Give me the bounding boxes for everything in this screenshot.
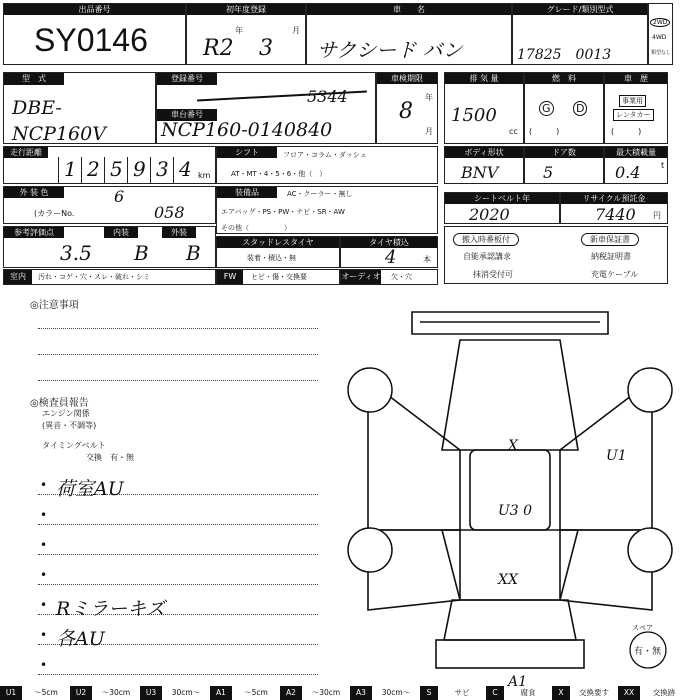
color-no-label: (カラーNo. bbox=[34, 209, 75, 218]
displacement-unit: cc bbox=[509, 127, 518, 136]
fuel-box bbox=[524, 72, 604, 144]
type-none-label: 類型なし bbox=[651, 50, 672, 56]
note-text: 荷室AU bbox=[56, 478, 124, 500]
wheel-front-right bbox=[628, 368, 672, 412]
note-line bbox=[38, 584, 318, 585]
color-box bbox=[3, 186, 216, 224]
chassis-value: NCP160-0140840 bbox=[161, 119, 333, 141]
equipment-line-3: その他（ ） bbox=[221, 224, 291, 232]
legend-key: XX bbox=[618, 686, 640, 700]
rear-bumper bbox=[436, 640, 584, 668]
interior-condition-label: 室内 bbox=[4, 270, 32, 284]
grade-box bbox=[512, 3, 648, 65]
color-no-value: 058 bbox=[154, 203, 185, 222]
score-value: 3.5 bbox=[60, 241, 92, 265]
inspection-label: 車検期限 bbox=[377, 73, 437, 84]
first-registration-box bbox=[186, 3, 306, 65]
wheel-front-left bbox=[348, 368, 392, 412]
shift-label: シフト bbox=[217, 147, 277, 158]
body-label: ボディ形状 bbox=[445, 147, 523, 158]
wheel-rear-right bbox=[628, 528, 672, 572]
model-name-label: 車 名 bbox=[307, 4, 511, 15]
equipment-box bbox=[216, 186, 438, 234]
legend-value: ～5cm bbox=[34, 688, 58, 697]
legend-key: U2 bbox=[70, 686, 92, 700]
legend-value: ～30cm bbox=[101, 688, 131, 697]
mileage-unit: km bbox=[198, 171, 211, 180]
doc-plate: 搬入時番板付 bbox=[453, 233, 519, 246]
mileage-box bbox=[3, 146, 216, 184]
mileage-digit bbox=[173, 157, 196, 183]
spare-value: 有・無 bbox=[634, 647, 662, 657]
body-value: BNV bbox=[461, 163, 499, 182]
seatbelt-box bbox=[444, 192, 560, 224]
legend-value: 30cm～ bbox=[381, 688, 411, 697]
fuel-label: 燃 料 bbox=[525, 73, 603, 84]
fw-box bbox=[216, 269, 340, 285]
note-text: Rミラーキズ bbox=[56, 598, 165, 620]
equipment-line-1: AC・クーラー・無し bbox=[287, 190, 353, 198]
doc-tax: 納税証明書 bbox=[591, 252, 631, 261]
note-line bbox=[38, 674, 318, 675]
fw-items: ヒビ・傷・交換要 bbox=[251, 273, 307, 281]
windshield bbox=[442, 340, 578, 450]
doors-value: 5 bbox=[543, 163, 554, 182]
year-label: 年 bbox=[235, 26, 243, 35]
lot-number-label: 出品番号 bbox=[4, 4, 185, 15]
recycle-unit: 円 bbox=[653, 211, 661, 220]
mileage-digit-value: 9 bbox=[133, 157, 146, 181]
mark-roof: U3 0 bbox=[498, 503, 533, 519]
mileage-digit-value: 5 bbox=[110, 157, 123, 181]
audio-items: 欠・穴 bbox=[391, 273, 412, 281]
mileage-digit-value: 1 bbox=[64, 157, 77, 181]
doors-box bbox=[524, 146, 604, 184]
inspection-value: 8 bbox=[399, 99, 413, 124]
type-value: DBE-NCP160V bbox=[12, 97, 106, 145]
first-registration-label: 初年度登録 bbox=[187, 4, 305, 15]
legend-value: 交換要す bbox=[579, 688, 609, 697]
history-business: 事業用 bbox=[619, 95, 646, 107]
model-name-box bbox=[306, 3, 512, 65]
mark-right-door: U1 bbox=[606, 448, 627, 464]
equipment-label: 装備品 bbox=[217, 187, 277, 198]
history-rental: レンタカー bbox=[613, 109, 654, 121]
hood-outline bbox=[412, 312, 608, 334]
damage-legend bbox=[0, 686, 700, 700]
first-registration-month: 3 bbox=[259, 36, 273, 61]
seatbelt-label: シートベルト年 bbox=[445, 193, 559, 204]
shift-options: フロア・コラム・ダッシュ bbox=[283, 151, 367, 159]
interior-condition-items: 汚れ・コゲ・穴・スレ・破れ・シミ bbox=[38, 273, 150, 281]
spare-label: スペア bbox=[632, 624, 653, 632]
model-name: サクシード バン bbox=[317, 38, 463, 62]
mileage-digit-value: 2 bbox=[87, 157, 100, 181]
mileage-digit-value: 3 bbox=[156, 157, 169, 181]
note-bullet: • bbox=[40, 538, 48, 552]
drive-2wd: 2WD bbox=[650, 18, 670, 27]
note-bullet: • bbox=[40, 598, 48, 612]
legend-key: C bbox=[486, 686, 504, 700]
tire-unit: 本 bbox=[423, 255, 431, 264]
interior-grade-value: B bbox=[134, 241, 149, 265]
mileage-label: 走行距離 bbox=[4, 147, 48, 158]
grade-value: 17825 0013 bbox=[517, 47, 612, 63]
legend-key: U3 bbox=[140, 686, 162, 700]
color-value: 6 bbox=[114, 187, 125, 206]
note-bullet: • bbox=[40, 508, 48, 522]
load-label: 最大積載量 bbox=[605, 147, 667, 158]
load-value: 0.4 bbox=[615, 163, 641, 182]
note-text: 各AU bbox=[56, 628, 105, 650]
color-label: 外 装 色 bbox=[4, 187, 64, 198]
doc-charge-cable: 充電ケーブル bbox=[591, 270, 639, 279]
caution-line-3 bbox=[38, 380, 318, 381]
type-box bbox=[3, 72, 156, 144]
month-label: 月 bbox=[292, 26, 300, 35]
history-other: ( ) bbox=[611, 127, 642, 136]
note-bullet: • bbox=[40, 658, 48, 672]
mileage-digit-value: 4 bbox=[179, 157, 192, 181]
recycle-value: 7440 bbox=[595, 205, 636, 224]
docs-box bbox=[444, 226, 668, 284]
legend-value: 腐食 bbox=[520, 688, 536, 697]
reg-no-value: 5344 bbox=[307, 87, 348, 106]
studless-label: スタッドレスタイヤ bbox=[217, 237, 339, 248]
legend-value: 30cm～ bbox=[171, 688, 201, 697]
inspection-box bbox=[376, 72, 438, 144]
mileage-digit bbox=[81, 157, 104, 183]
chassis-label: 車台番号 bbox=[157, 109, 217, 121]
audio-label: オーディオ bbox=[341, 270, 381, 284]
tailgate bbox=[444, 600, 576, 640]
reg-no-label: 登録番号 bbox=[157, 73, 217, 85]
displacement-label: 排 気 量 bbox=[445, 73, 523, 84]
inspection-month-label: 月 bbox=[425, 127, 433, 136]
recycle-box bbox=[560, 192, 668, 224]
note-bullet: • bbox=[40, 628, 48, 642]
drive-box bbox=[648, 3, 673, 65]
studless-box bbox=[216, 236, 340, 268]
mileage-digit bbox=[127, 157, 150, 183]
note-line bbox=[38, 524, 318, 525]
car-diagram bbox=[340, 300, 680, 688]
audio-box bbox=[340, 269, 438, 285]
legend-key: U1 bbox=[0, 686, 22, 700]
timing-belt-value: 交換 有・無 bbox=[86, 453, 134, 462]
legend-key: S bbox=[420, 686, 438, 700]
legend-value: ～30cm bbox=[311, 688, 341, 697]
load-unit: t bbox=[661, 161, 665, 170]
legend-key: A2 bbox=[280, 686, 302, 700]
caution-line-2 bbox=[38, 354, 318, 355]
recycle-label: リサイクル預託金 bbox=[561, 193, 667, 204]
timing-belt-label: タイミングベルト bbox=[42, 441, 106, 450]
mileage-digit bbox=[58, 157, 81, 183]
type-label: 型 式 bbox=[4, 73, 64, 85]
mark-tailgate: XX bbox=[498, 572, 518, 588]
caution-line-1 bbox=[38, 328, 318, 329]
tire-value: 4 bbox=[385, 247, 397, 268]
fw-label: FW bbox=[217, 270, 243, 284]
inspection-year-label: 年 bbox=[425, 93, 433, 102]
legend-value: ～5cm bbox=[244, 688, 268, 697]
inspector-title: ◎検査員報告 bbox=[30, 398, 89, 409]
doc-cancel: 抹消受付可 bbox=[473, 270, 513, 279]
note-bullet: • bbox=[40, 568, 48, 582]
legend-key: A3 bbox=[350, 686, 372, 700]
load-box bbox=[604, 146, 668, 184]
body-box bbox=[444, 146, 524, 184]
history-label: 車 歴 bbox=[605, 73, 667, 84]
caution-title: ◎注意事項 bbox=[30, 300, 79, 311]
tire-label: タイヤ積込 bbox=[341, 237, 437, 248]
note-line bbox=[38, 554, 318, 555]
mark-rear-bumper: A1 bbox=[508, 674, 528, 688]
fuel-gasoline: G bbox=[539, 101, 554, 116]
legend-value: 交換跡 bbox=[652, 688, 676, 697]
fuel-other: ( ) bbox=[529, 127, 560, 136]
exterior-grade-label: 外装 bbox=[162, 227, 196, 238]
score-box bbox=[3, 226, 216, 268]
first-registration-year: R2 bbox=[203, 36, 234, 61]
shift-box bbox=[216, 146, 438, 184]
score-label: 参考評価点 bbox=[4, 227, 64, 238]
fuel-diesel: D bbox=[573, 101, 587, 116]
equipment-line-2: エアバッグ・PS・PW・ナビ・SR・AW bbox=[221, 208, 345, 216]
mark-windshield: X bbox=[508, 438, 518, 454]
shift-options-2: AT・MT・4・5・6・他（ ） bbox=[231, 170, 327, 178]
wheel-rear-left bbox=[348, 528, 392, 572]
doc-warranty: 新車保証書 bbox=[581, 233, 639, 246]
legend-key: X bbox=[552, 686, 570, 700]
tire-box bbox=[340, 236, 438, 268]
drive-4wd: 4WD bbox=[652, 34, 667, 41]
rear-glass bbox=[442, 530, 578, 600]
seatbelt-value: 2020 bbox=[469, 205, 510, 224]
legend-value: サビ bbox=[454, 688, 470, 697]
lot-number: SY0146 bbox=[34, 22, 148, 58]
note-bullet: • bbox=[40, 478, 48, 492]
mileage-digit bbox=[104, 157, 127, 183]
doors-label: ドア数 bbox=[525, 147, 603, 158]
interior-condition-box bbox=[3, 269, 216, 285]
interior-grade-label: 内装 bbox=[104, 227, 138, 238]
registration-box bbox=[156, 72, 376, 144]
history-box bbox=[604, 72, 668, 144]
doc-approval: 自能承認講求 bbox=[463, 252, 511, 261]
studless-options: 装着・積込・無 bbox=[247, 254, 296, 262]
legend-key: A1 bbox=[210, 686, 232, 700]
exterior-grade-value: B bbox=[186, 241, 201, 265]
engine-sub: (異音・不調等) bbox=[42, 421, 97, 430]
lot-number-box bbox=[3, 3, 186, 65]
grade-label: グレード/類別型式 bbox=[513, 4, 647, 15]
engine-label: エンジン関係 bbox=[42, 409, 90, 418]
displacement-value: 1500 bbox=[451, 105, 497, 126]
mileage-digit bbox=[150, 157, 173, 183]
displacement-box bbox=[444, 72, 524, 144]
